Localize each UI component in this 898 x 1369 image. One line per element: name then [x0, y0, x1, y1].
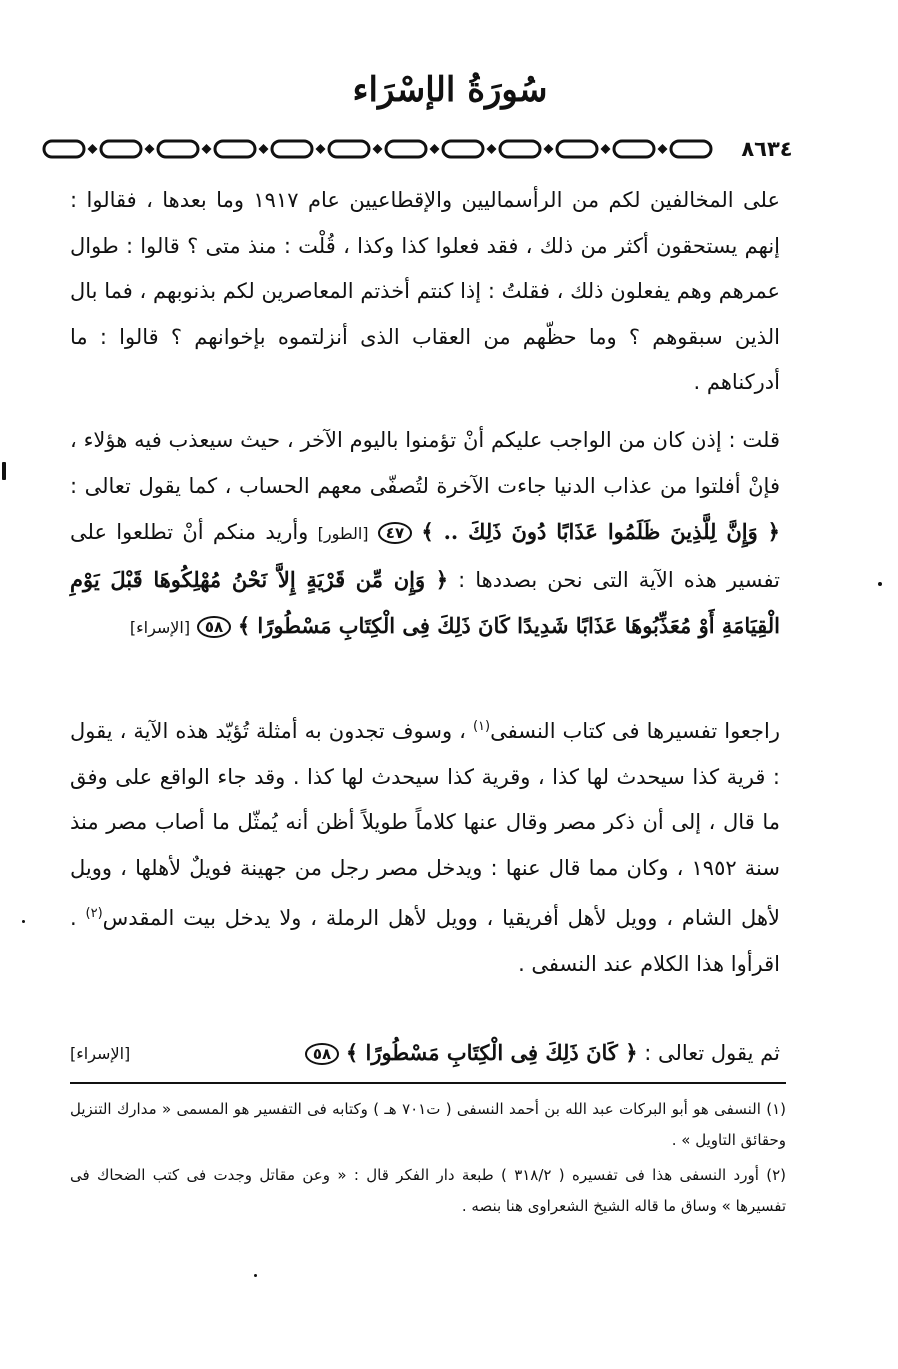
chain-link: [272, 141, 312, 157]
paragraph-3-part1: راجعوا تفسيرها فى كتاب النسفى: [490, 719, 781, 743]
closing-verse-line: [70, 1034, 780, 1074]
paragraph-2: [70, 418, 780, 651]
chain-diamond: [145, 144, 155, 154]
page-number: ٨٦٣٤: [741, 137, 793, 161]
chain-diamond: [601, 144, 611, 154]
paragraph-2-intro: قلت : إذن كان من الواجب عليكم أنْ تؤمنوا باليوم الآخر ، حيث سيعذب فيه هؤلاء ، فإنْ أفلتوا من عذاب الدنيا جاءت الآخرة لتُصفّى معهم الحساب ، كما يقول تعالى :: [70, 428, 780, 498]
chain-link: [443, 141, 483, 157]
chain-diamond: [487, 144, 497, 154]
footnotes: [70, 1094, 786, 1226]
surah-reference: [الإسراء]: [70, 1044, 131, 1063]
surah-title: سُورَةُ الإسْرَاء: [352, 70, 548, 110]
chain-link: [557, 141, 597, 157]
decorative-chain-header: [40, 136, 810, 162]
paragraph-2-middle: وأريد منكم أنْ تطلعوا على تفسير هذه الآية التى نحن بصددها :: [70, 520, 780, 592]
chain-diamond: [316, 144, 326, 154]
surah-reference: [الإسراء]: [129, 618, 191, 637]
surah-reference: [الطور]: [317, 524, 369, 543]
scan-speck: [22, 920, 25, 923]
footnote-divider: [70, 1082, 786, 1084]
chain-diamond: [373, 144, 383, 154]
ayah-number-badge: ٤٧: [378, 522, 412, 544]
quran-verse-isra: ﴿ وَإِن مِّن قَرْيَةٍ إِلاَّ نَحْنُ مُهْلِكُوهَا قَبْلَ يَوْمِ الْقِيَامَةِ أَوْ مُعَذِّبُوهَا عَذَابًا شَدِيدًا كَانَ ذَلِكَ فِى الْكِتَابِ مَسْطُورًا ﴾: [70, 566, 780, 638]
chain-link: [614, 141, 654, 157]
quran-verse-closing: ﴿ كَانَ ذَلِكَ فِى الْكِتَابِ مَسْطُورًا ﴾: [345, 1040, 638, 1065]
chain-diamond: [202, 144, 212, 154]
chain-ornament: [40, 136, 724, 162]
chain-link: [329, 141, 369, 157]
ayah-number-badge: ٥٨: [305, 1043, 339, 1065]
paragraph-3: [70, 704, 780, 987]
ayah-number-badge: ٥٨: [197, 616, 231, 638]
chain-diamond: [259, 144, 269, 154]
chain-link: [158, 141, 198, 157]
footnote-2: (٢) أورد النسفى هذا فى تفسيره ( ٣١٨/٢ ) طبعة دار الفكر قال : « وعن مقاتل وجدت فى كتب الضحاك فى تفسيرها » وساق ما قاله الشيخ الشعراوى هنا بنصه .: [70, 1166, 786, 1215]
chain-link: [500, 141, 540, 157]
chain-link: [215, 141, 255, 157]
chain-diamond: [430, 144, 440, 154]
scan-speck: [254, 1274, 257, 1277]
footnote-1: (١) النسفى هو أبو البركات عبد الله بن أحمد النسفى ( ت٧٠١ هـ ) وكتابه فى التفسير هو المسمى « مدارك التنزيل وحقائق التاويل » .: [70, 1100, 786, 1149]
chain-link: [44, 141, 84, 157]
chain-link: [101, 141, 141, 157]
paragraph-1: على المخالفين لكم من الرأسماليين والإقطاعيين عام ١٩١٧ وما بعدها ، فقالوا : إنهم يستحقون أكثر من ذلك ، فقد فعلوا كذا وكذا ، قُلْت : منذ متى ؟ قالوا : طوال عمرهم وهم يفعلون ذلك ، فقلتُ : إذا كنتم أخذتم المعاصرين لكم بذنوبهم ، فما بال الذين سبقوهم ؟ وما حظّهم من العقاب الذى أنزلتموه بإخوانهم ؟ قالوا : ما أدركناهم .: [70, 188, 780, 394]
chain-diamond: [544, 144, 554, 154]
scan-speck: [878, 582, 882, 586]
paragraph-3-part3: . اقرأوا هذا الكلام عند النسفى .: [70, 906, 780, 976]
chain-diamond: [88, 144, 98, 154]
closing-verse-text: [305, 1040, 780, 1065]
paragraph-3-part2: ، وسوف تجدون به أمثلة تُؤيّد هذه الآية ، يقول : قرية كذا سيحدث لها كذا ، وقرية كذا سيحدث لها كذا . وقد جاء الواقع على وفق ما قال ، إلى أن ذكر مصر وقال عنها كلاماً طويلاً أظن أنه يُمثّل ما أصاب مصر منذ سنة ١٩٥٢ ، وكان مما قال عنها : ويدخل مصر رجل من جهينة فويلٌ لأهلها ، وويل لأهل الشام ، وويل لأهل أفريقيا ، وويل لأهل الرملة ، ولا يدخل بيت المقدس: [70, 719, 780, 930]
quran-verse-tur: ﴿ وَإِنَّ لِلَّذِينَ ظَلَمُوا عَذَابًا دُونَ ذَلِكَ .. ﴾: [421, 519, 780, 544]
closing-intro: ثم يقول تعالى :: [644, 1041, 780, 1065]
chain-diamond: [658, 144, 668, 154]
scan-mark: [2, 462, 6, 480]
footnote-marker: (١): [472, 719, 491, 734]
chain-link: [671, 141, 711, 157]
footnote-marker: (٢): [85, 906, 103, 921]
chain-link: [386, 141, 426, 157]
